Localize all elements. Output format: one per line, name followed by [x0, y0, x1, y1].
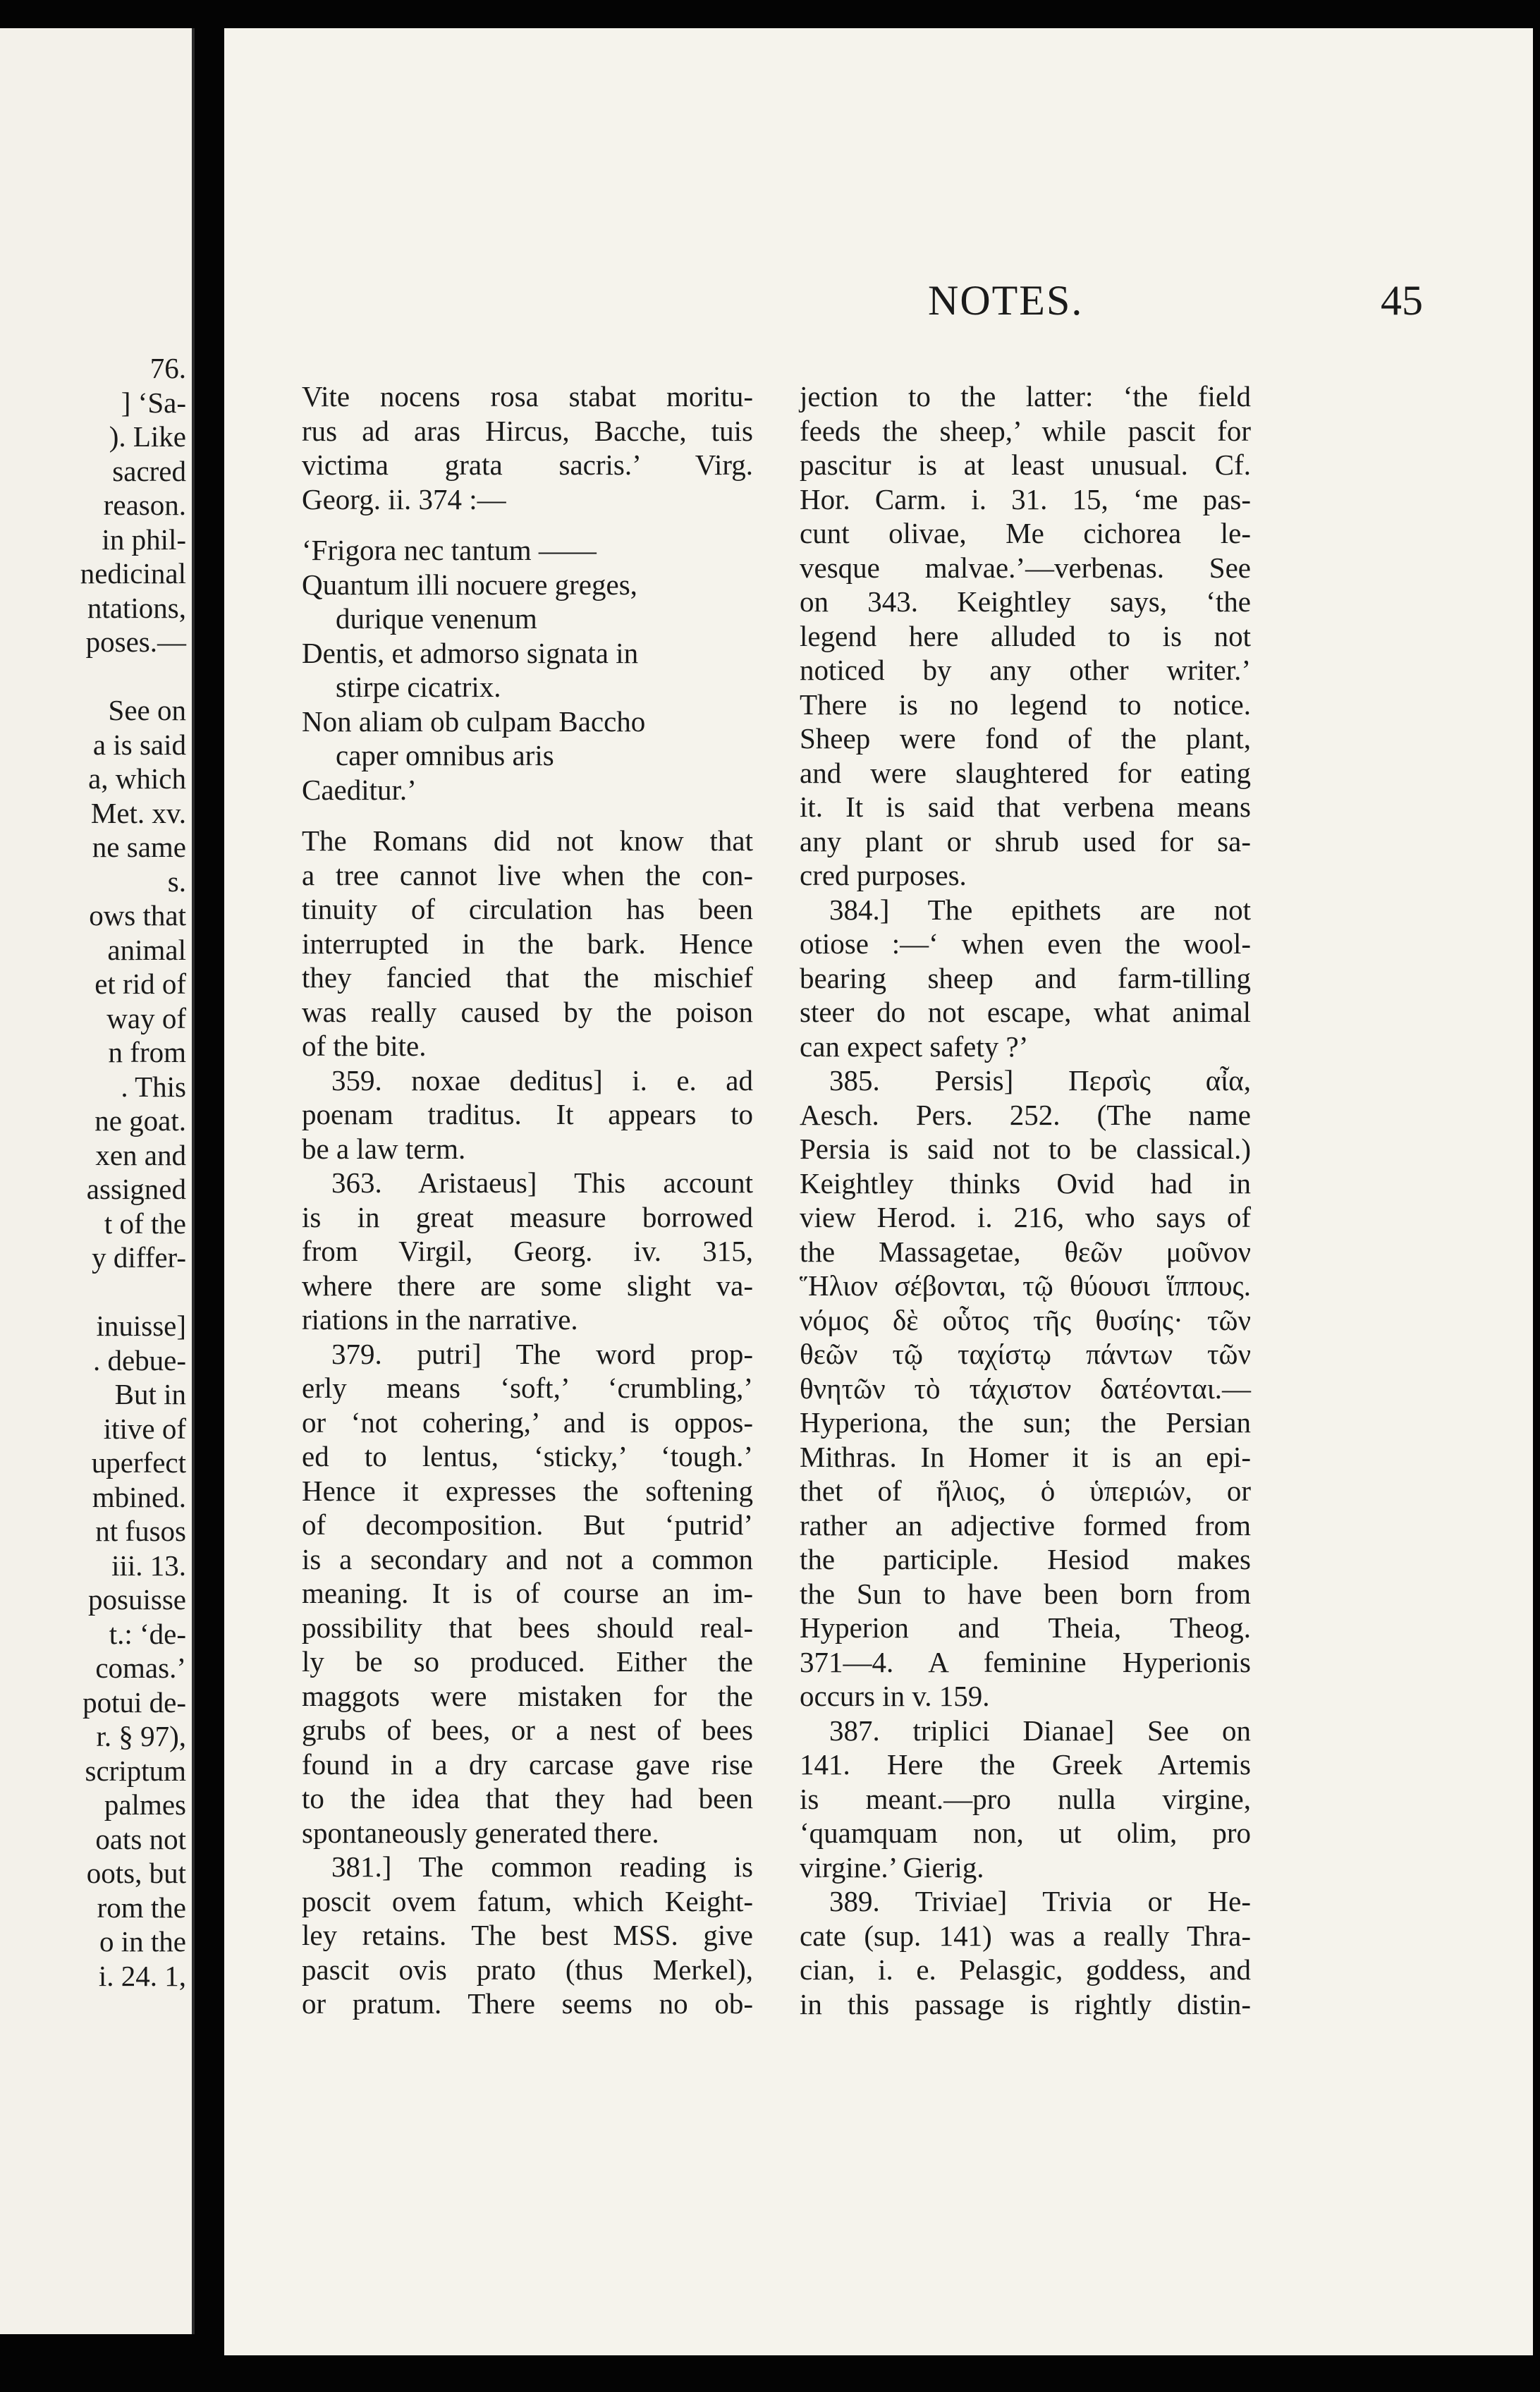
facing-page-line: uperfect: [91, 1446, 186, 1479]
text-line: any plant or shrub used for sa-: [800, 824, 1251, 858]
text-line: the Sun to have been born from: [800, 1577, 1251, 1610]
facing-page-line: ). Like: [109, 420, 186, 453]
facing-page-line: itive of: [103, 1412, 186, 1445]
text-line: 379. putri] The word prop-: [331, 1337, 753, 1370]
facing-page-line: et rid of: [94, 968, 186, 1000]
facing-page-line: Met. xv.: [90, 796, 186, 829]
text-line: can expect safety ?’: [800, 1030, 1029, 1063]
greek-line: θνητῶν τὸ τάχιστον δατέονται.—: [800, 1372, 1251, 1405]
verse-line: Dentis, et admorso signata in: [302, 636, 639, 669]
text-line: cate (sup. 141) was a really Thra-: [800, 1919, 1251, 1952]
text-line: Vite nocens rosa stabat moritu-: [302, 380, 753, 413]
facing-page-line: mbined.: [92, 1480, 186, 1513]
text-line: ley retains. The best MSS. give: [302, 1919, 753, 1951]
text-line: or pratum. There seems no ob-: [302, 1987, 753, 2020]
text-line: Sheep were fond of the plant,: [800, 722, 1251, 755]
greek-line: νόμος δὲ οὗτος τῆς θυσίης· τῶν: [800, 1303, 1251, 1336]
facing-page-line: ntations,: [87, 591, 186, 624]
text-line: they fancied that the mischief: [302, 961, 753, 994]
text-line: cunt olivae, Me cichorea le-: [800, 517, 1251, 549]
text-line: a tree cannot live when the con-: [302, 858, 753, 891]
text-line: be a law term.: [302, 1132, 466, 1165]
facing-page-line: oats not: [95, 1822, 186, 1855]
text-line: ed to lentus, ‘sticky,’ ‘tough.’: [302, 1440, 753, 1472]
facing-page-fragment: [0, 28, 195, 2334]
text-line: otiose :—‘ when even the wool-: [800, 927, 1251, 960]
book-page: [224, 28, 1533, 2355]
text-line: of decomposition. But ‘putrid’: [302, 1508, 753, 1541]
facing-page-line: scriptum: [85, 1754, 186, 1787]
notes-column-left: [302, 379, 753, 2021]
facing-page-line: in phil-: [102, 523, 186, 556]
text-line: 389. Triviae] Trivia or He-: [829, 1885, 1251, 1917]
text-line: The Romans did not know that: [302, 824, 753, 857]
text-line: noticed by any other writer.’: [800, 654, 1251, 686]
text-line: 384.] The epithets are not: [829, 893, 1251, 926]
text-line: Keightley thinks Ovid had in: [800, 1166, 1251, 1200]
facing-page-line: ] ‘Sa-: [121, 386, 186, 419]
text-line: of the bite.: [302, 1030, 427, 1062]
text-line: 141. Here the Greek Artemis: [800, 1748, 1251, 1781]
verse-line: caper omnibus aris: [336, 739, 554, 771]
text-line: 363. Aristaeus] This account: [331, 1166, 753, 1199]
text-line: maggots were mistaken for the: [302, 1679, 753, 1712]
facing-page-line: i. 24. 1,: [98, 1959, 186, 1992]
text-line: vesque malvae.’—verbenas. See: [800, 551, 1251, 584]
facing-page-line: . This: [121, 1070, 186, 1103]
facing-page-line: t of the: [104, 1207, 186, 1240]
text-line: spontaneously generated there.: [302, 1816, 659, 1849]
text-line: Aesch. Pers. 252. (The name: [800, 1098, 1251, 1131]
text-line: 381.] The common reading is: [331, 1850, 753, 1883]
text-line: occurs in v. 159.: [800, 1680, 990, 1712]
text-line: it. It is said that verbena means: [800, 791, 1251, 823]
facing-page-line: ne same: [92, 831, 186, 863]
text-line: pascit ovis prato (thus Merkel),: [302, 1953, 753, 1986]
facing-page-line: . debue-: [92, 1343, 186, 1377]
facing-page-line: comas.’: [95, 1652, 186, 1684]
verse-line: Quantum illi nocuere greges,: [302, 568, 637, 601]
text-line: poenam traditus. It appears to: [302, 1098, 753, 1130]
facing-page-line: xen and: [95, 1138, 186, 1171]
text-line: in this passage is rightly distin-: [800, 1987, 1251, 2020]
text-line: Hor. Carm. i. 31. 15, ‘me pas-: [800, 482, 1251, 515]
text-line: where there are some slight va-: [302, 1269, 753, 1302]
verse-line: durique venenum: [336, 602, 537, 635]
facing-page-line: sacred: [112, 454, 186, 487]
text-line: Persia is said not to be classical.): [800, 1133, 1251, 1165]
text-line: riations in the narrative.: [302, 1303, 578, 1336]
greek-line: Ἥλιον σέβονται, τῷ θύουσι ἵππους.: [800, 1269, 1251, 1302]
text-line: Georg. ii. 374 :—: [302, 482, 506, 515]
text-line: steer do not escape, what animal: [800, 996, 1251, 1028]
text-line: erly means ‘soft,’ ‘crumbling,’: [302, 1372, 753, 1404]
text-line: possibility that bees should real-: [302, 1611, 753, 1644]
verse-line: Non aliam ob culpam Baccho: [302, 704, 646, 738]
facing-page-line: n from: [108, 1036, 186, 1068]
facing-page-line: y differ-: [92, 1241, 186, 1274]
text-line: virgine.’ Gierig.: [800, 1850, 984, 1884]
facing-page-line: a, which: [88, 762, 186, 795]
facing-page-line: r. § 97),: [96, 1720, 186, 1752]
text-line: cred purposes.: [800, 859, 967, 891]
text-line: the Massagetae, θεῶν μοῦνον: [800, 1235, 1251, 1268]
facing-page-line: way of: [106, 1001, 186, 1035]
text-line: 359. noxae deditus] i. e. ad: [331, 1063, 753, 1097]
facing-page-line: inuisse]: [96, 1310, 186, 1342]
facing-page-line: poses.—: [85, 626, 186, 658]
text-line: victima grata sacris.’ Virg.: [302, 448, 753, 481]
facing-page-line: But in: [114, 1378, 186, 1410]
facing-page-line: a is said: [92, 728, 186, 761]
text-line: from Virgil, Georg. iv. 315,: [302, 1235, 753, 1267]
text-line: is a secondary and not a common: [302, 1542, 753, 1575]
greek-line: θεῶν τῷ ταχίστῳ πάντων τῶν: [800, 1338, 1251, 1370]
facing-page-line: animal: [107, 933, 186, 966]
running-head: NOTES.: [928, 277, 1084, 324]
text-line: view Herod. i. 216, who says of: [800, 1201, 1251, 1233]
text-line: the participle. Hesiod makes: [800, 1543, 1251, 1575]
facing-page-line: iii. 13.: [111, 1549, 186, 1582]
facing-page-line: ows that: [89, 899, 186, 932]
facing-page-line: 76.: [149, 352, 186, 384]
facing-page-line: assigned: [86, 1173, 186, 1205]
text-line: legend here alluded to is not: [800, 619, 1251, 652]
notes-column-right: [800, 379, 1251, 2021]
text-line: on 343. Keightley says, ‘the: [800, 585, 1251, 618]
facing-page-line: oots, but: [86, 1857, 186, 1889]
page-number: 45: [1381, 277, 1423, 324]
text-line: and were slaughtered for eating: [800, 756, 1251, 789]
text-line: pascitur is at least unusual. Cf.: [800, 448, 1251, 481]
facing-page-line: s.: [167, 865, 186, 898]
facing-page-line: rom the: [97, 1891, 186, 1924]
text-line: feeds the sheep,’ while pascit for: [800, 414, 1251, 447]
text-line: ly be so produced. Either the: [302, 1645, 753, 1678]
text-line: meaning. It is of course an im-: [302, 1577, 753, 1609]
facing-page-line: o in the: [99, 1925, 186, 1958]
facing-page-line: posuisse: [88, 1583, 186, 1616]
text-line: thet of ἥλιος, ὁ ὑπεριών, or: [800, 1475, 1251, 1507]
text-line: is in great measure borrowed: [302, 1200, 753, 1233]
text-line: jection to the latter: ‘the field: [800, 380, 1251, 413]
facing-page-line: t.: ‘de-: [109, 1617, 186, 1650]
text-line: to the idea that they had been: [302, 1782, 753, 1814]
facing-page-line: palmes: [104, 1788, 186, 1821]
text-line: rus ad aras Hircus, Bacche, tuis: [302, 414, 753, 447]
facing-page-line: potui de-: [82, 1685, 186, 1719]
facing-page-line: nedicinal: [80, 557, 186, 590]
text-line: Hence it expresses the softening: [302, 1474, 753, 1507]
verse-line: ‘Frigora nec tantum ——: [302, 534, 597, 566]
text-line: or ‘not cohering,’ and is oppos-: [302, 1405, 753, 1439]
facing-page-line: See on: [108, 694, 186, 726]
text-line: ‘quamquam non, ut olim, pro: [800, 1817, 1251, 1849]
text-line: grubs of bees, or a nest of bees: [302, 1714, 753, 1746]
text-line: was really caused by the poison: [302, 995, 753, 1028]
text-line: cian, i. e. Pelasgic, goddess, and: [800, 1953, 1251, 1986]
text-line: is meant.—pro nulla virgine,: [800, 1782, 1251, 1815]
text-line: There is no legend to notice.: [800, 688, 1251, 721]
text-line: interrupted in the bark. Hence: [302, 927, 753, 960]
text-line: tinuity of circulation has been: [302, 893, 753, 925]
facing-page-line: ne goat.: [94, 1104, 186, 1137]
text-line: found in a dry carcase gave rise: [302, 1747, 753, 1781]
text-line: 385. Persis] Περσὶς αἶα,: [829, 1064, 1251, 1097]
text-line: Hyperion and Theia, Theog.: [800, 1611, 1251, 1644]
text-line: Mithras. In Homer it is an epi-: [800, 1440, 1251, 1473]
text-line: poscit ovem fatum, which Keight-: [302, 1884, 753, 1917]
facing-page-line: nt fusos: [95, 1515, 186, 1547]
text-line: bearing sheep and farm-tilling: [800, 961, 1251, 994]
text-line: 371—4. A feminine Hyperionis: [800, 1645, 1251, 1678]
text-line: 387. triplici Dianae] See on: [829, 1714, 1251, 1747]
facing-page-line: reason.: [103, 489, 186, 521]
verse-line: Caeditur.’: [302, 773, 417, 806]
text-line: Hyperiona, the sun; the Persian: [800, 1406, 1251, 1439]
text-line: rather an adjective formed from: [800, 1508, 1251, 1542]
verse-line: stirpe cicatrix.: [336, 671, 501, 703]
